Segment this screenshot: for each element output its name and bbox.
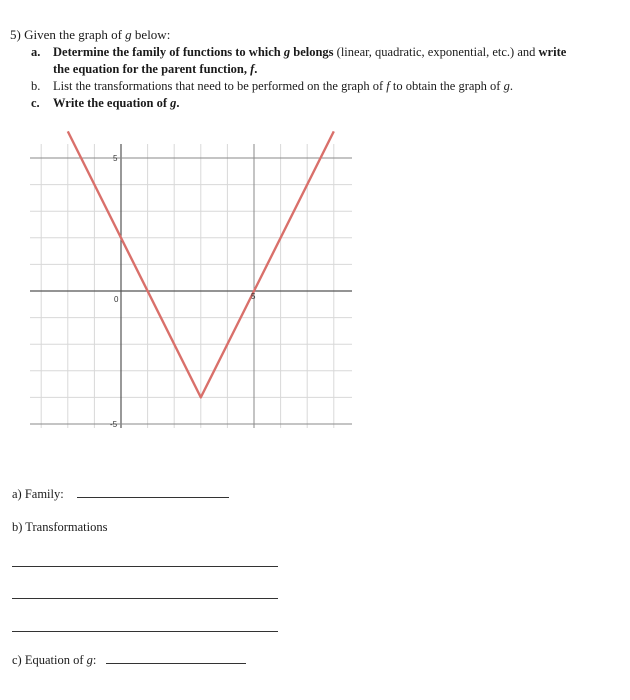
item-b-marker: b. — [31, 79, 41, 93]
graph-of-g — [30, 124, 352, 436]
question-item-b — [31, 79, 513, 94]
answer-a — [12, 487, 229, 502]
answer-b-line-2[interactable] — [12, 598, 278, 599]
item-a-var: g — [283, 45, 291, 59]
question-title — [10, 27, 170, 43]
answer-c-var: g — [86, 653, 93, 667]
answer-a-label: a) Family: — [12, 487, 64, 501]
item-b-var1: f — [386, 79, 390, 93]
item-b-text2: to obtain the graph of — [389, 79, 504, 93]
answer-b-line-3[interactable] — [12, 631, 278, 632]
answer-c-colon: : — [92, 653, 97, 667]
item-c-marker: c. — [31, 96, 40, 110]
item-c-var: g — [170, 96, 177, 110]
question-title-suffix: below: — [131, 27, 171, 42]
tick-label-x5: 5 — [251, 292, 256, 301]
tick-label-y5: 5 — [113, 154, 118, 163]
item-b-text3: . — [509, 79, 513, 93]
item-a-line2-end: . — [254, 62, 258, 76]
answer-b-label: b) Transformations — [12, 520, 108, 534]
item-a-normal: (linear, quadratic, exponential, etc.) and — [333, 45, 539, 59]
item-a-bold3: write — [538, 45, 567, 59]
answer-c-label: c) Equation of — [12, 653, 87, 667]
answer-c-blank[interactable] — [106, 653, 246, 664]
item-b-var2: g — [503, 79, 510, 93]
tick-label-origin: 0 — [114, 295, 119, 304]
item-a-line2-var: f — [250, 62, 255, 76]
item-b-text1: List the transformations that need to be performed on the graph of — [53, 79, 387, 93]
item-a-marker: a. — [31, 45, 41, 59]
item-a-line2-bold: the equation for the parent function, — [53, 62, 251, 76]
answer-b-line-1[interactable] — [12, 566, 278, 567]
question-item-c — [31, 96, 180, 111]
answer-c — [12, 653, 246, 668]
question-item-a — [31, 45, 566, 60]
question-title-var: g — [125, 27, 132, 42]
item-c-bold2: . — [176, 96, 180, 110]
question-title-prefix: 5) Given the graph of — [10, 27, 126, 42]
item-a-bold2: belongs — [290, 45, 334, 59]
item-a-bold1: Determine the family of functions to which — [53, 45, 284, 59]
answer-a-blank[interactable] — [77, 487, 229, 498]
tick-label-y-neg5: -5 — [110, 420, 118, 429]
item-c-bold1: Write the equation of — [53, 96, 171, 110]
question-item-a-line2 — [53, 62, 257, 77]
graph-grid — [30, 144, 352, 428]
